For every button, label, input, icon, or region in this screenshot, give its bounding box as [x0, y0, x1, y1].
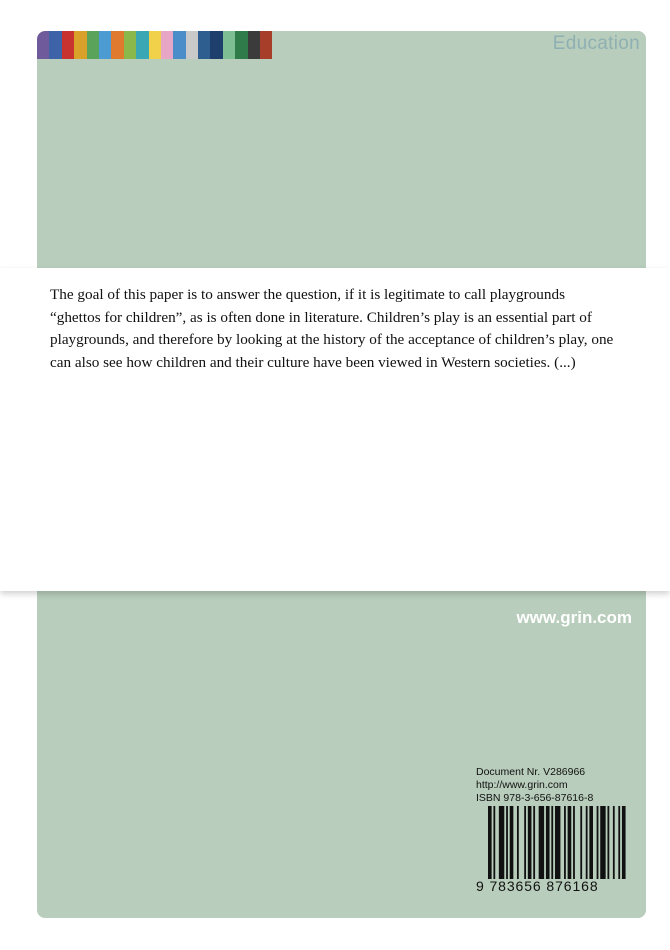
color-tab	[161, 31, 173, 59]
color-tab	[124, 31, 136, 59]
abstract-text: The goal of this paper is to answer the question, if it is legitimate to call playgrounds “ghettos for children”, as is often done in literature. Children’s play is an essential part of playgrounds, and therefore by looking at the history of the acceptance of children’s play, one can also see how children and their culture have been viewed in Western societies. (...)	[50, 286, 614, 371]
color-tab-strip	[37, 31, 272, 59]
barcode-digits: 9 783656 876168	[476, 878, 599, 894]
isbn-barcode	[488, 806, 631, 879]
document-number: Document Nr. V286966	[476, 766, 586, 778]
color-tab	[99, 31, 111, 59]
color-tab	[223, 31, 235, 59]
document-info	[476, 766, 593, 805]
color-tab	[210, 31, 222, 59]
color-tab	[198, 31, 210, 59]
publisher-url: http://www.grin.com	[476, 779, 568, 791]
color-tab	[111, 31, 123, 59]
color-tab	[62, 31, 74, 59]
color-tab	[49, 31, 61, 59]
color-tab	[260, 31, 272, 59]
color-tab	[173, 31, 185, 59]
color-tab	[235, 31, 247, 59]
color-tab	[37, 31, 49, 59]
color-tab	[248, 31, 260, 59]
color-tab	[87, 31, 99, 59]
color-tab	[74, 31, 86, 59]
color-tab	[136, 31, 148, 59]
category-label: Education	[552, 33, 640, 54]
color-tab	[186, 31, 198, 59]
publisher-website: www.grin.com	[516, 608, 632, 627]
color-tab	[149, 31, 161, 59]
isbn: ISBN 978-3-656-87616-8	[476, 792, 594, 804]
